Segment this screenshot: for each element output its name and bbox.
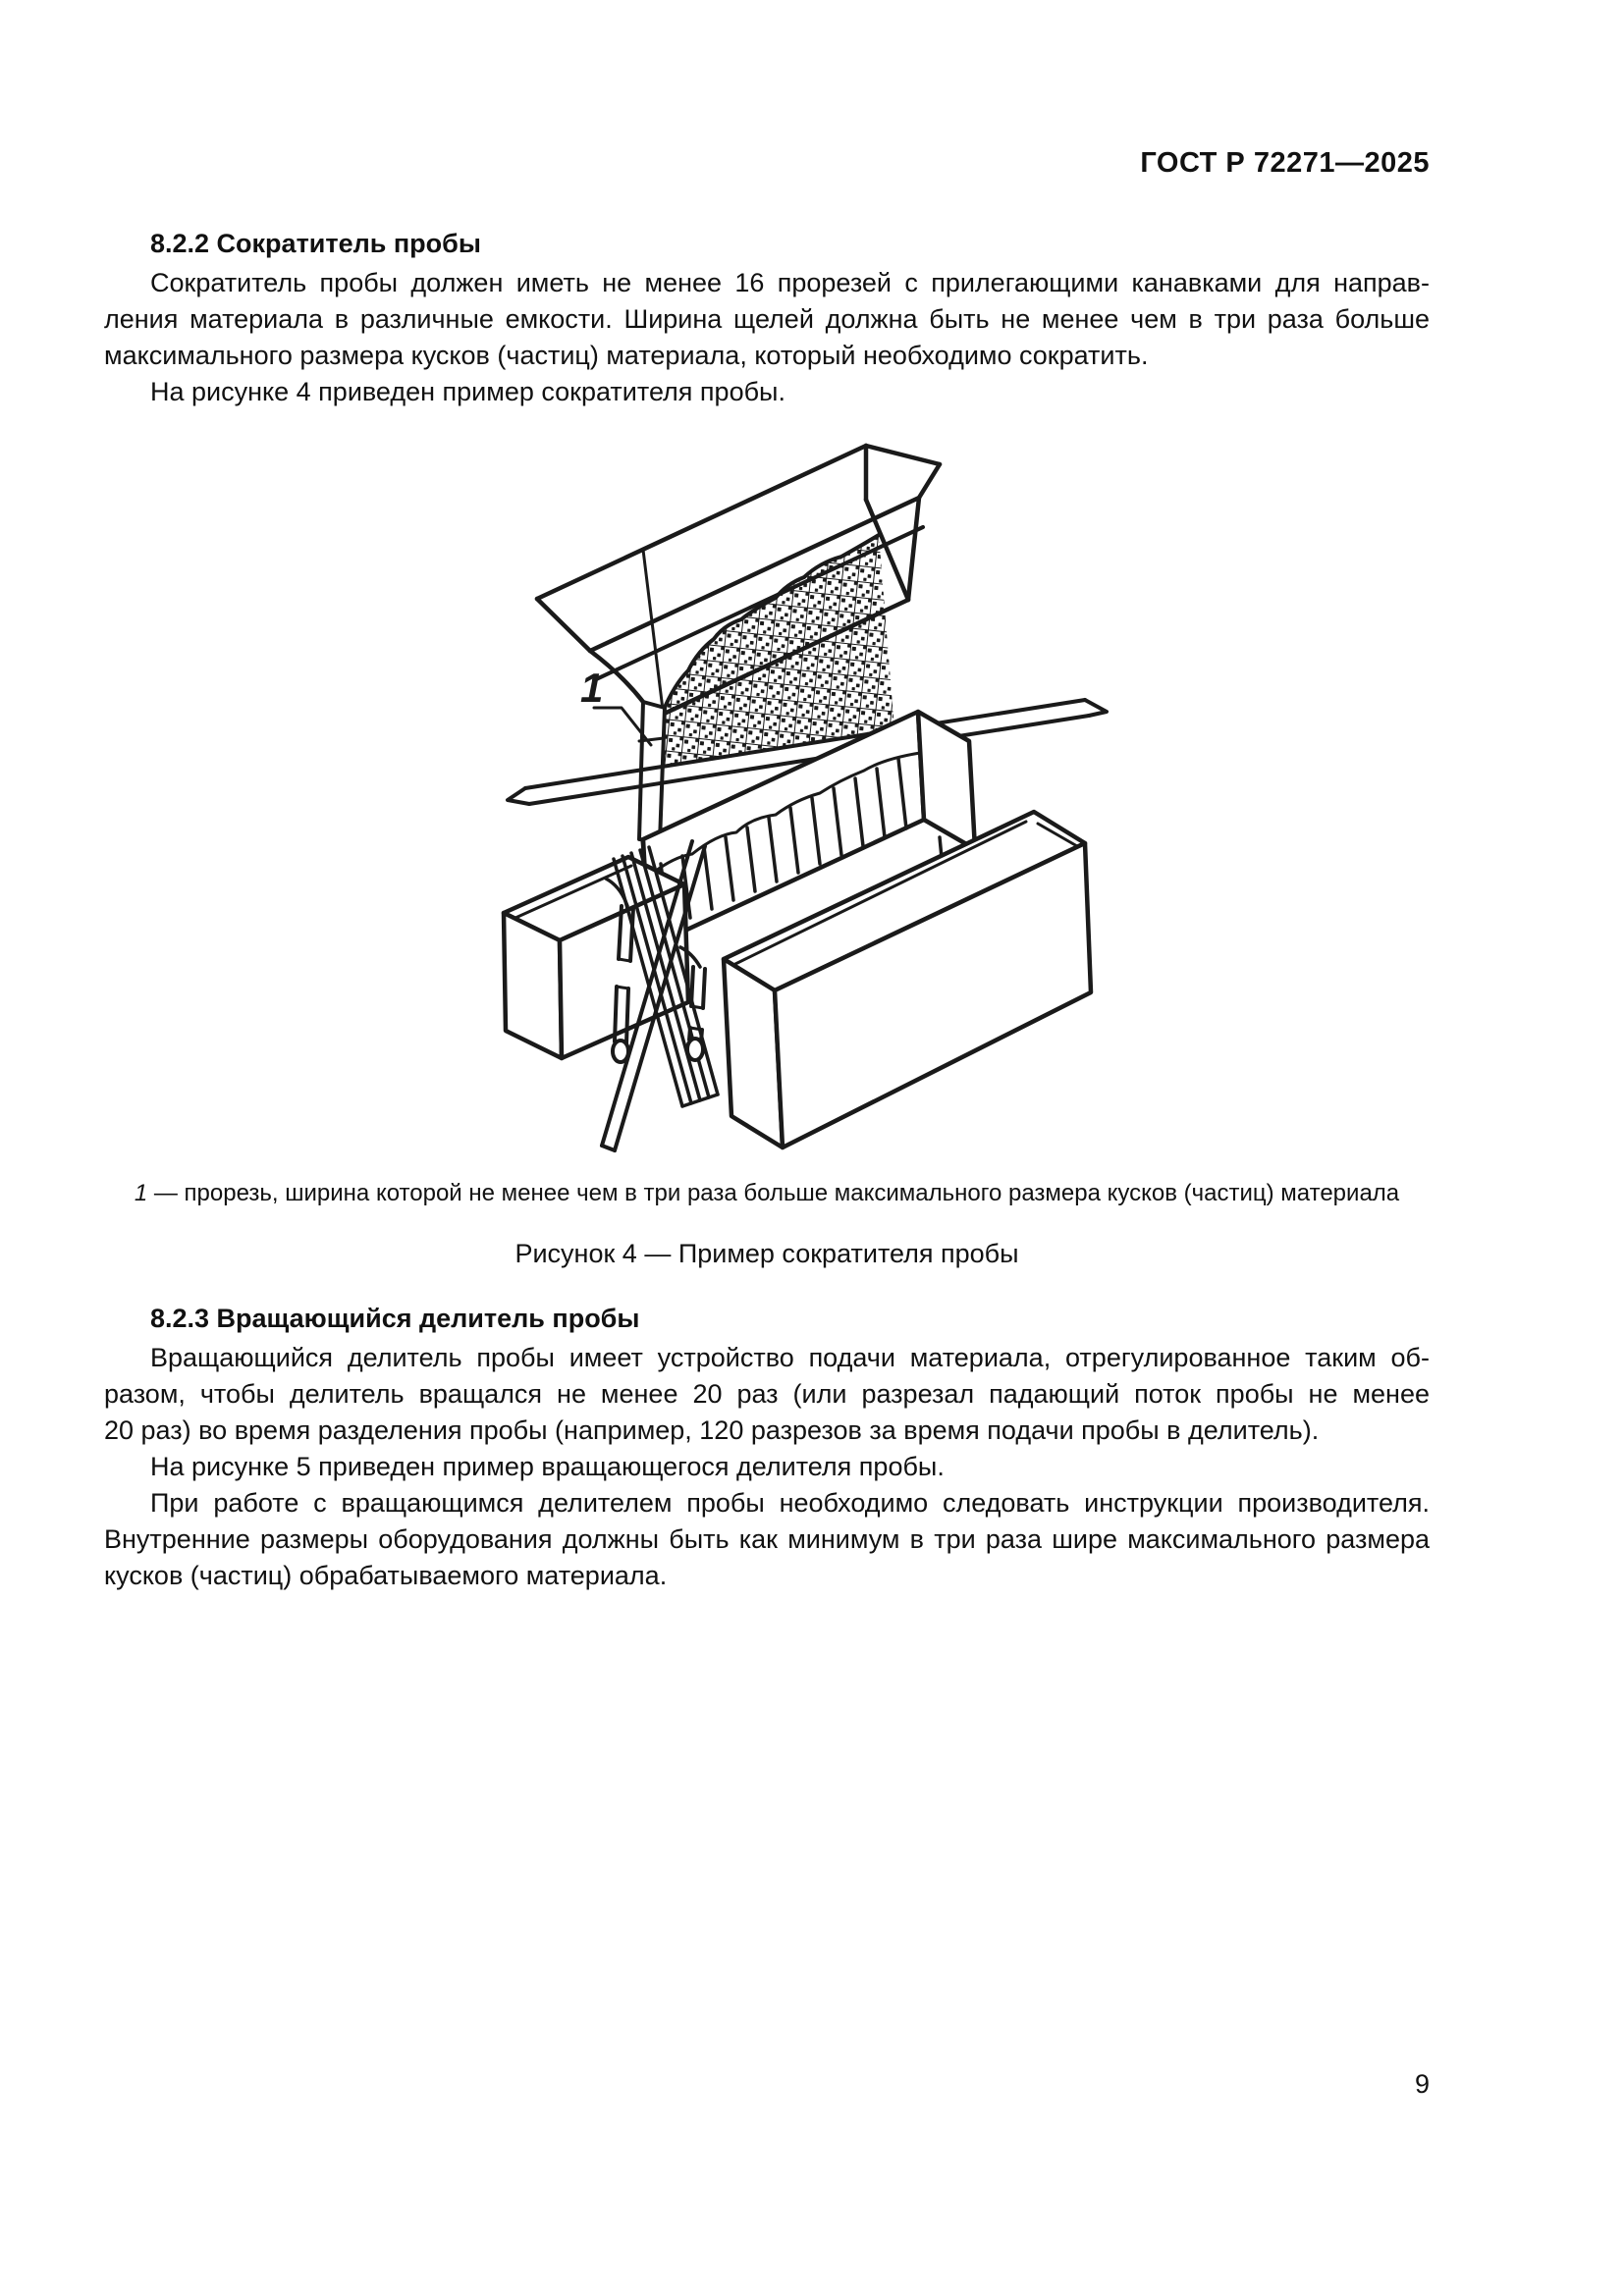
paragraph-line: кусков (частиц) обрабатываемого материала. bbox=[104, 1561, 668, 1590]
paragraph-line: 20 раз) во время разделения пробы (например, 120 разрезов за время подачи пробы в делитель). bbox=[104, 1415, 1320, 1445]
sample-reducer-drawing bbox=[496, 417, 1173, 1173]
paragraph-line: Внутренние размеры оборудования должны быть как минимум в три раза шире максимального размера bbox=[104, 1524, 1430, 1554]
page-number: 9 bbox=[1414, 2069, 1430, 2099]
paragraph-line: ления материала в различные емкости. Ширина щелей должна быть не менее чем в три раза больше bbox=[104, 304, 1430, 334]
material-stipple bbox=[661, 535, 894, 767]
section-8-2-2-paragraph bbox=[104, 265, 1430, 410]
section-8-2-3-paragraph bbox=[104, 1340, 1430, 1594]
legend-number: 1 bbox=[134, 1180, 148, 1206]
paragraph-line: Вращающийся делитель пробы имеет устройство подачи материала, отрегулированное таким об- bbox=[150, 1343, 1430, 1372]
paragraph-line: разом, чтобы делитель вращался не менее 20 раз (или разрезал падающий поток пробы не менее bbox=[104, 1379, 1430, 1409]
paragraph-line: При работе с вращающимся делителем пробы необходимо следовать инструкции производителя. bbox=[150, 1488, 1430, 1518]
figure-4-legend bbox=[104, 1180, 1430, 1207]
document-code-header: ГОСТ Р 72271—2025 bbox=[1140, 147, 1430, 179]
section-8-2-3-heading: 8.2.3 Вращающийся делитель пробы bbox=[150, 1304, 640, 1333]
callout-1 bbox=[580, 665, 651, 745]
legend-text: — прорезь, ширина которой не менее чем в три раза больше максимального размера кусков (частиц) материала bbox=[147, 1180, 1400, 1206]
paragraph-line: максимального размера кусков (частиц) материала, который необходимо сократить. bbox=[104, 341, 1149, 370]
paragraph-line: Сократитель пробы должен иметь не менее 16 прорезей с прилегающими канавками для направ- bbox=[150, 268, 1430, 297]
figure-4-caption: Рисунок 4 — Пример сократителя пробы bbox=[514, 1239, 1019, 1268]
paragraph-line: На рисунке 4 приведен пример сократителя пробы. bbox=[150, 377, 785, 406]
section-8-2-2-heading: 8.2.2 Сократитель пробы bbox=[150, 229, 481, 258]
callout-1-number: 1 bbox=[580, 665, 604, 711]
figure-4 bbox=[496, 417, 1173, 1173]
paragraph-line: На рисунке 5 приведен пример вращающегося делителя пробы. bbox=[150, 1452, 945, 1481]
